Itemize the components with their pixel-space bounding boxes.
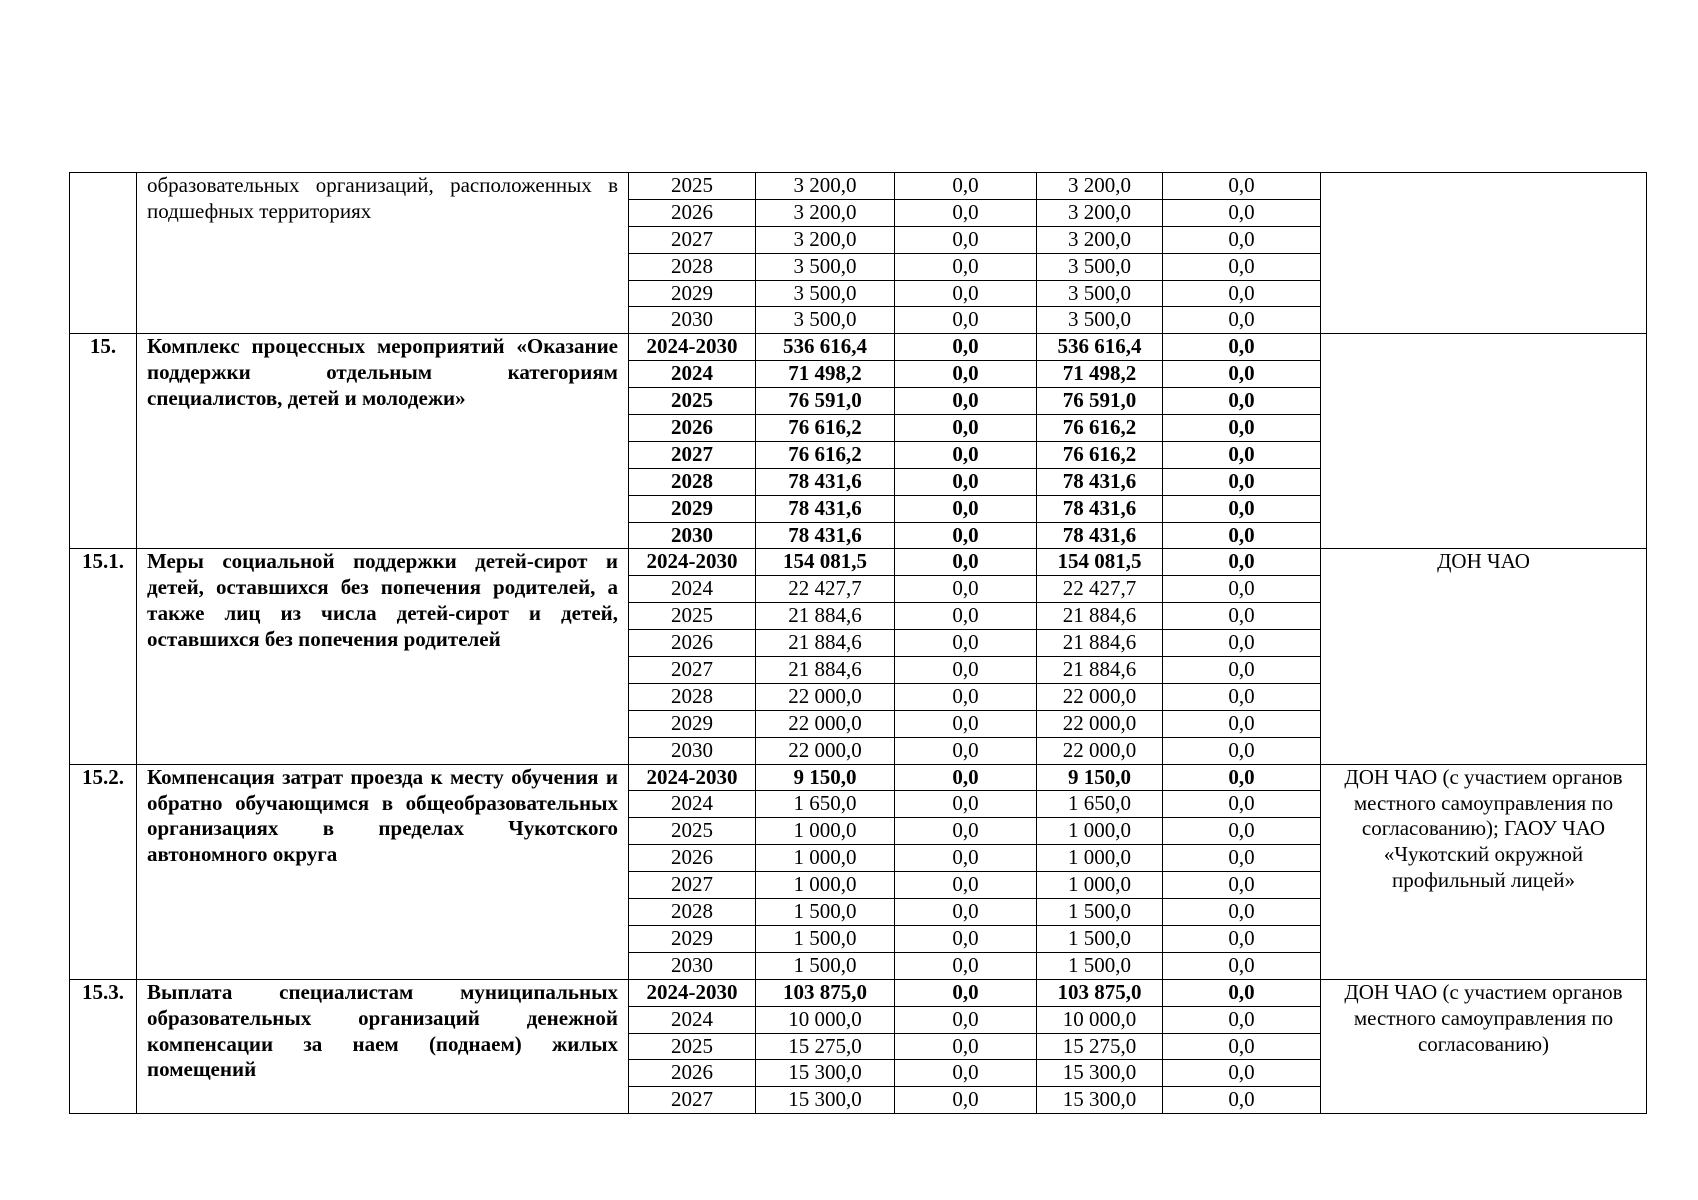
total-cell: 1 000,0	[756, 872, 895, 899]
period-cell: 2029	[629, 710, 756, 737]
period-cell: 2025	[629, 1033, 756, 1060]
federal-budget-cell: 0,0	[895, 845, 1037, 872]
regional-budget-cell: 1 000,0	[1037, 845, 1163, 872]
total-cell: 10 000,0	[756, 1006, 895, 1033]
period-cell: 2024-2030	[629, 764, 756, 791]
total-cell: 1 000,0	[756, 845, 895, 872]
regional-budget-cell: 76 591,0	[1037, 388, 1163, 415]
federal-budget-cell: 0,0	[895, 522, 1037, 549]
federal-budget-cell: 0,0	[895, 791, 1037, 818]
federal-budget-cell: 0,0	[895, 361, 1037, 388]
federal-budget-cell: 0,0	[895, 1006, 1037, 1033]
period-cell: 2028	[629, 253, 756, 280]
period-cell: 2024-2030	[629, 549, 756, 576]
table-row	[70, 173, 1647, 200]
total-cell: 21 884,6	[756, 657, 895, 684]
total-cell: 9 150,0	[756, 764, 895, 791]
period-cell: 2026	[629, 845, 756, 872]
item-title: Компенсация затрат проезда к месту обучения и обратно обучающимся в общеобразовательных организациях в пределах Чукотского автономного округа	[137, 764, 629, 979]
other-sources-cell: 0,0	[1163, 173, 1321, 200]
other-sources-cell: 0,0	[1163, 683, 1321, 710]
regional-budget-cell: 21 884,6	[1037, 657, 1163, 684]
period-cell: 2030	[629, 307, 756, 334]
other-sources-cell: 0,0	[1163, 1033, 1321, 1060]
regional-budget-cell: 1 500,0	[1037, 952, 1163, 979]
other-sources-cell: 0,0	[1163, 845, 1321, 872]
federal-budget-cell: 0,0	[895, 603, 1037, 630]
period-cell: 2026	[629, 1060, 756, 1087]
federal-budget-cell: 0,0	[895, 388, 1037, 415]
financing-table	[69, 172, 1647, 1114]
regional-budget-cell: 1 650,0	[1037, 791, 1163, 818]
table-body	[70, 173, 1647, 1114]
total-cell: 3 200,0	[756, 199, 895, 226]
period-cell: 2024	[629, 1006, 756, 1033]
other-sources-cell: 0,0	[1163, 280, 1321, 307]
regional-budget-cell: 1 000,0	[1037, 872, 1163, 899]
regional-budget-cell: 15 275,0	[1037, 1033, 1163, 1060]
total-cell: 15 275,0	[756, 1033, 895, 1060]
period-cell: 2030	[629, 522, 756, 549]
regional-budget-cell: 22 000,0	[1037, 737, 1163, 764]
regional-budget-cell: 76 616,2	[1037, 441, 1163, 468]
regional-budget-cell: 21 884,6	[1037, 603, 1163, 630]
period-cell: 2029	[629, 280, 756, 307]
total-cell: 22 427,7	[756, 576, 895, 603]
period-cell: 2026	[629, 199, 756, 226]
item-number: 15.1.	[70, 549, 137, 764]
other-sources-cell: 0,0	[1163, 441, 1321, 468]
total-cell: 76 616,2	[756, 415, 895, 442]
regional-budget-cell: 78 431,6	[1037, 522, 1163, 549]
item-number: 15.2.	[70, 764, 137, 979]
regional-budget-cell: 1 500,0	[1037, 899, 1163, 926]
federal-budget-cell: 0,0	[895, 307, 1037, 334]
period-cell: 2028	[629, 468, 756, 495]
total-cell: 1 500,0	[756, 899, 895, 926]
total-cell: 3 500,0	[756, 253, 895, 280]
total-cell: 1 000,0	[756, 818, 895, 845]
other-sources-cell: 0,0	[1163, 791, 1321, 818]
period-cell: 2028	[629, 899, 756, 926]
federal-budget-cell: 0,0	[895, 1060, 1037, 1087]
total-cell: 22 000,0	[756, 710, 895, 737]
total-cell: 536 616,4	[756, 334, 895, 361]
federal-budget-cell: 0,0	[895, 199, 1037, 226]
other-sources-cell: 0,0	[1163, 1087, 1321, 1114]
other-sources-cell: 0,0	[1163, 549, 1321, 576]
total-cell: 21 884,6	[756, 630, 895, 657]
regional-budget-cell: 21 884,6	[1037, 630, 1163, 657]
regional-budget-cell: 22 000,0	[1037, 710, 1163, 737]
regional-budget-cell: 536 616,4	[1037, 334, 1163, 361]
item-title: Меры социальной поддержки детей-сирот и детей, оставшихся без попечения родителей, а также лиц из числа детей-сирот и детей, оставшихся без попечения родителей	[137, 549, 629, 764]
period-cell: 2027	[629, 1087, 756, 1114]
item-title: Комплекс процессных мероприятий «Оказание поддержки отдельным категориям специалистов, детей и молодежи»	[137, 334, 629, 549]
other-sources-cell: 0,0	[1163, 226, 1321, 253]
period-cell: 2026	[629, 415, 756, 442]
federal-budget-cell: 0,0	[895, 334, 1037, 361]
period-cell: 2024-2030	[629, 979, 756, 1006]
federal-budget-cell: 0,0	[895, 630, 1037, 657]
other-sources-cell: 0,0	[1163, 979, 1321, 1006]
other-sources-cell: 0,0	[1163, 710, 1321, 737]
federal-budget-cell: 0,0	[895, 415, 1037, 442]
period-cell: 2025	[629, 173, 756, 200]
federal-budget-cell: 0,0	[895, 549, 1037, 576]
federal-budget-cell: 0,0	[895, 468, 1037, 495]
period-cell: 2027	[629, 441, 756, 468]
other-sources-cell: 0,0	[1163, 361, 1321, 388]
period-cell: 2029	[629, 925, 756, 952]
regional-budget-cell: 154 081,5	[1037, 549, 1163, 576]
other-sources-cell: 0,0	[1163, 818, 1321, 845]
period-cell: 2028	[629, 683, 756, 710]
federal-budget-cell: 0,0	[895, 818, 1037, 845]
regional-budget-cell: 3 200,0	[1037, 173, 1163, 200]
other-sources-cell: 0,0	[1163, 388, 1321, 415]
other-sources-cell: 0,0	[1163, 468, 1321, 495]
item-number	[70, 173, 137, 334]
other-sources-cell: 0,0	[1163, 952, 1321, 979]
total-cell: 21 884,6	[756, 603, 895, 630]
executor-cell	[1321, 334, 1647, 549]
item-title: Выплата специалистам муниципальных образовательных организаций денежной компенсации за наем (поднаем) жилых помещений	[137, 979, 629, 1113]
table-row	[70, 979, 1647, 1006]
total-cell: 154 081,5	[756, 549, 895, 576]
total-cell: 78 431,6	[756, 522, 895, 549]
document-page	[69, 172, 1646, 1114]
total-cell: 3 200,0	[756, 226, 895, 253]
other-sources-cell: 0,0	[1163, 334, 1321, 361]
regional-budget-cell: 78 431,6	[1037, 468, 1163, 495]
other-sources-cell: 0,0	[1163, 657, 1321, 684]
period-cell: 2030	[629, 952, 756, 979]
other-sources-cell: 0,0	[1163, 603, 1321, 630]
regional-budget-cell: 15 300,0	[1037, 1087, 1163, 1114]
other-sources-cell: 0,0	[1163, 199, 1321, 226]
item-number: 15.3.	[70, 979, 137, 1113]
table-row	[70, 549, 1647, 576]
total-cell: 1 650,0	[756, 791, 895, 818]
period-cell: 2024-2030	[629, 334, 756, 361]
other-sources-cell: 0,0	[1163, 253, 1321, 280]
period-cell: 2024	[629, 361, 756, 388]
total-cell: 103 875,0	[756, 979, 895, 1006]
regional-budget-cell: 1 500,0	[1037, 925, 1163, 952]
other-sources-cell: 0,0	[1163, 925, 1321, 952]
executor-cell	[1321, 173, 1647, 334]
table-row	[70, 334, 1647, 361]
total-cell: 15 300,0	[756, 1087, 895, 1114]
federal-budget-cell: 0,0	[895, 979, 1037, 1006]
total-cell: 76 591,0	[756, 388, 895, 415]
regional-budget-cell: 10 000,0	[1037, 1006, 1163, 1033]
other-sources-cell: 0,0	[1163, 307, 1321, 334]
federal-budget-cell: 0,0	[895, 1087, 1037, 1114]
period-cell: 2030	[629, 737, 756, 764]
other-sources-cell: 0,0	[1163, 415, 1321, 442]
regional-budget-cell: 103 875,0	[1037, 979, 1163, 1006]
period-cell: 2027	[629, 226, 756, 253]
federal-budget-cell: 0,0	[895, 872, 1037, 899]
total-cell: 3 200,0	[756, 173, 895, 200]
total-cell: 15 300,0	[756, 1060, 895, 1087]
other-sources-cell: 0,0	[1163, 899, 1321, 926]
total-cell: 78 431,6	[756, 495, 895, 522]
period-cell: 2024	[629, 791, 756, 818]
regional-budget-cell: 1 000,0	[1037, 818, 1163, 845]
federal-budget-cell: 0,0	[895, 441, 1037, 468]
table-row	[70, 764, 1647, 791]
federal-budget-cell: 0,0	[895, 576, 1037, 603]
federal-budget-cell: 0,0	[895, 280, 1037, 307]
total-cell: 22 000,0	[756, 737, 895, 764]
federal-budget-cell: 0,0	[895, 1033, 1037, 1060]
regional-budget-cell: 3 500,0	[1037, 307, 1163, 334]
period-cell: 2025	[629, 388, 756, 415]
period-cell: 2024	[629, 576, 756, 603]
total-cell: 71 498,2	[756, 361, 895, 388]
total-cell: 3 500,0	[756, 280, 895, 307]
other-sources-cell: 0,0	[1163, 630, 1321, 657]
federal-budget-cell: 0,0	[895, 683, 1037, 710]
federal-budget-cell: 0,0	[895, 737, 1037, 764]
executor-cell: ДОН ЧАО	[1321, 549, 1647, 764]
other-sources-cell: 0,0	[1163, 764, 1321, 791]
federal-budget-cell: 0,0	[895, 899, 1037, 926]
other-sources-cell: 0,0	[1163, 872, 1321, 899]
total-cell: 3 500,0	[756, 307, 895, 334]
regional-budget-cell: 3 200,0	[1037, 199, 1163, 226]
federal-budget-cell: 0,0	[895, 764, 1037, 791]
total-cell: 22 000,0	[756, 683, 895, 710]
federal-budget-cell: 0,0	[895, 173, 1037, 200]
regional-budget-cell: 76 616,2	[1037, 415, 1163, 442]
regional-budget-cell: 15 300,0	[1037, 1060, 1163, 1087]
total-cell: 1 500,0	[756, 952, 895, 979]
item-title: образовательных организаций, расположенных в подшефных территориях	[137, 173, 629, 334]
other-sources-cell: 0,0	[1163, 495, 1321, 522]
total-cell: 1 500,0	[756, 925, 895, 952]
executor-cell: ДОН ЧАО (с участием органов местного самоуправления по согласованию)	[1321, 979, 1647, 1113]
federal-budget-cell: 0,0	[895, 657, 1037, 684]
federal-budget-cell: 0,0	[895, 253, 1037, 280]
period-cell: 2025	[629, 818, 756, 845]
other-sources-cell: 0,0	[1163, 737, 1321, 764]
regional-budget-cell: 22 427,7	[1037, 576, 1163, 603]
regional-budget-cell: 22 000,0	[1037, 683, 1163, 710]
period-cell: 2026	[629, 630, 756, 657]
federal-budget-cell: 0,0	[895, 710, 1037, 737]
regional-budget-cell: 78 431,6	[1037, 495, 1163, 522]
total-cell: 78 431,6	[756, 468, 895, 495]
other-sources-cell: 0,0	[1163, 522, 1321, 549]
period-cell: 2025	[629, 603, 756, 630]
period-cell: 2027	[629, 657, 756, 684]
item-number: 15.	[70, 334, 137, 549]
period-cell: 2029	[629, 495, 756, 522]
regional-budget-cell: 3 500,0	[1037, 253, 1163, 280]
other-sources-cell: 0,0	[1163, 1060, 1321, 1087]
federal-budget-cell: 0,0	[895, 226, 1037, 253]
other-sources-cell: 0,0	[1163, 1006, 1321, 1033]
regional-budget-cell: 71 498,2	[1037, 361, 1163, 388]
federal-budget-cell: 0,0	[895, 952, 1037, 979]
executor-cell: ДОН ЧАО (с участием органов местного самоуправления по согласованию); ГАОУ ЧАО «Чукотский окружной профильный лицей»	[1321, 764, 1647, 979]
other-sources-cell: 0,0	[1163, 576, 1321, 603]
regional-budget-cell: 3 200,0	[1037, 226, 1163, 253]
period-cell: 2027	[629, 872, 756, 899]
federal-budget-cell: 0,0	[895, 925, 1037, 952]
regional-budget-cell: 9 150,0	[1037, 764, 1163, 791]
total-cell: 76 616,2	[756, 441, 895, 468]
federal-budget-cell: 0,0	[895, 495, 1037, 522]
regional-budget-cell: 3 500,0	[1037, 280, 1163, 307]
